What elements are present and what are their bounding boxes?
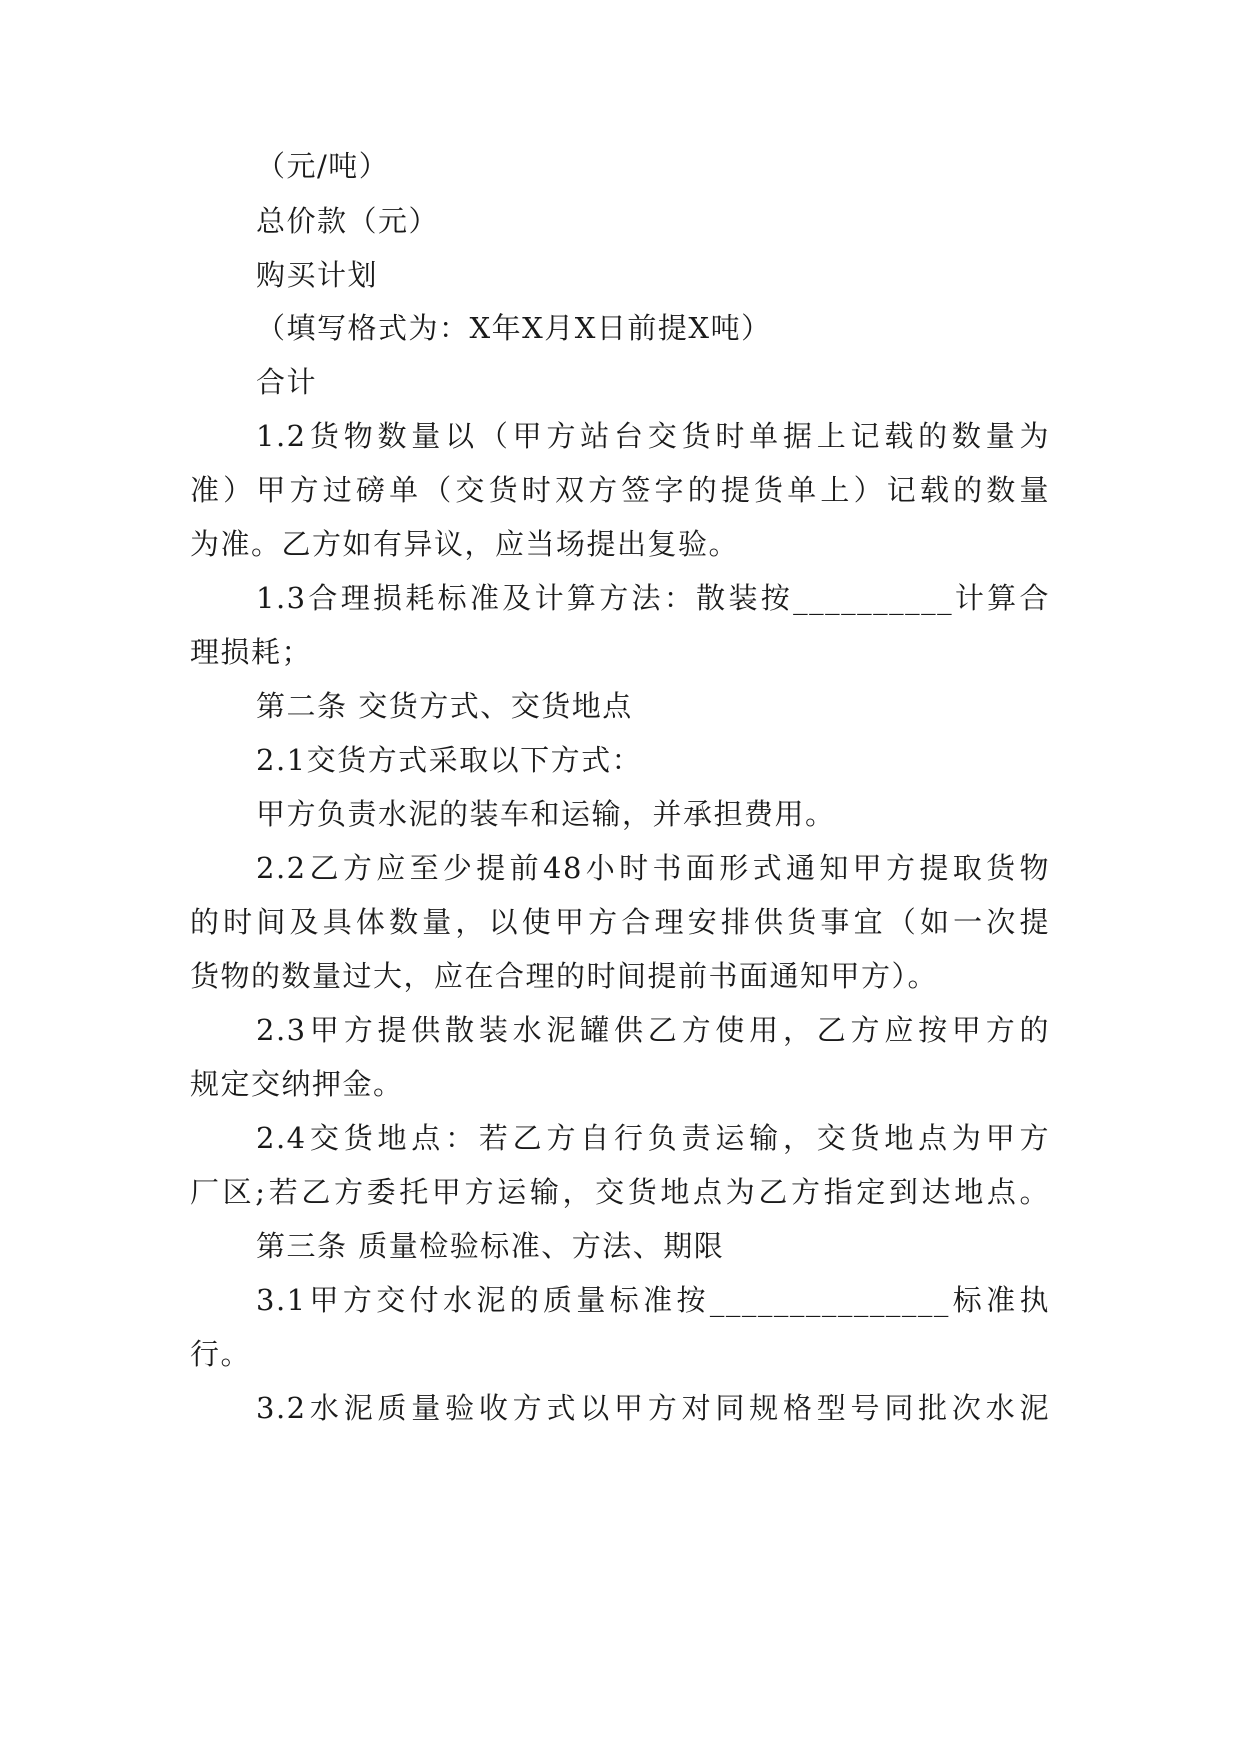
section-heading: 第三条 质量检验标准、方法、期限 — [256, 1229, 725, 1263]
text-line: 准）甲方过磅单（交货时双方签字的提货单上）记载的数量 — [190, 473, 1050, 507]
text-line: 1.2货物数量以（甲方站台交货时单据上记载的数量为 — [256, 419, 1050, 453]
text-line: 3.2水泥质量验收方式以甲方对同规格型号同批次水泥 — [256, 1391, 1050, 1425]
text-line: 的时间及具体数量，以使甲方合理安排供货事宜（如一次提 — [190, 905, 1050, 939]
text-line: 行。 — [190, 1337, 252, 1371]
text-line: （元/吨） — [256, 149, 390, 183]
text-line: 购买计划 — [256, 258, 379, 292]
text-line: 2.3甲方提供散装水泥罐供乙方使用，乙方应按甲方的 — [256, 1013, 1050, 1047]
section-heading: 第二条 交货方式、交货地点 — [256, 689, 633, 723]
text-line: 3.1甲方交付水泥的质量标准按_______________标准执 — [256, 1283, 1050, 1317]
text-line: 2.1交货方式采取以下方式： — [256, 743, 643, 777]
text-line: 理损耗； — [190, 635, 313, 669]
text-line: 货物的数量过大，应在合理的时间提前书面通知甲方）。 — [190, 959, 939, 993]
text-line: 2.4交货地点：若乙方自行负责运输，交货地点为甲方 — [256, 1121, 1050, 1155]
text-line: 厂区;若乙方委托甲方运输，交货地点为乙方指定到达地点。 — [190, 1175, 1050, 1209]
text-line: 为准。乙方如有异议，应当场提出复验。 — [190, 527, 740, 561]
text-line: 规定交纳押金。 — [190, 1067, 404, 1101]
text-line: （填写格式为：X年X月X日前提X吨） — [256, 311, 772, 345]
text-line: 总价款（元） — [256, 204, 440, 238]
text-line: 1.3合理损耗标准及计算方法：散装按__________计算合 — [256, 581, 1050, 615]
text-line: 甲方负责水泥的装车和运输，并承担费用。 — [256, 797, 836, 831]
text-line: 2.2乙方应至少提前48小时书面形式通知甲方提取货物 — [256, 851, 1050, 885]
text-line: 合计 — [256, 365, 318, 399]
